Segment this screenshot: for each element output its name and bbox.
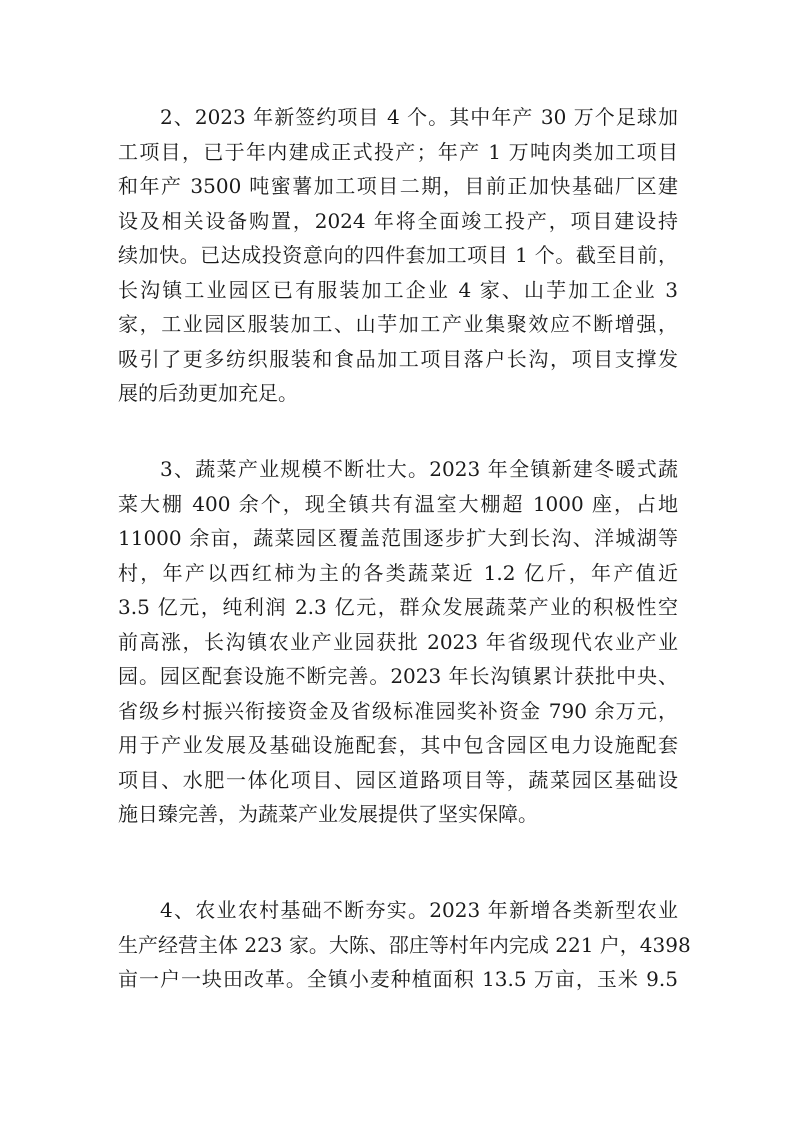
text-line: 续加快。已达成投资意向的四件套加工项目 1 个。截至目前， [118,243,678,267]
paragraph-agriculture-foundation [118,893,691,997]
text-line: 和年产 3500 吨蜜薯加工项目二期，目前正加快基础厂区建 [118,174,678,198]
text-line: 施日臻完善，为蔬菜产业发展提供了坚实保障。 [118,802,538,826]
text-line: 园。园区配套设施不断完善。2023 年长沟镇累计获批中央、 [118,664,678,688]
text-line: 省级乡村振兴衔接资金及省级标准园奖补资金 790 余万元， [118,698,678,723]
text-line: 展的后劲更加充足。 [118,381,298,405]
text-line: 前高涨，长沟镇农业产业园获批 2023 年省级现代农业产业 [118,629,678,654]
text-line: 菜大棚 400 余个，现全镇共有温室大棚超 1000 座，占地 [118,491,678,516]
text-line: 工项目，已于年内建成正式投产；年产 1 万吨肉类加工项目 [118,139,678,164]
text-line: 3、蔬菜产业规模不断壮大。2023 年全镇新建冬暖式蔬 [160,457,678,481]
text-line: 村，年产以西红柿为主的各类蔬菜近 1.2 亿斤，年产值近 [118,560,678,585]
paragraph-project-signing [118,100,678,411]
text-line: 亩一户一块田改革。全镇小麦种植面积 13.5 万亩，玉米 9.5 [118,967,678,991]
text-line: 吸引了更多纺织服装和食品加工项目落户长沟，项目支撑发 [118,346,678,371]
text-line: 生产经营主体 223 家。大陈、邵庄等村年内完成 221 户，4398 [118,932,691,957]
text-line: 项目、水肥一体化项目、园区道路项目等，蔬菜园区基础设 [118,767,678,792]
text-line: 11000 余亩，蔬菜园区覆盖范围逐步扩大到长沟、洋城湖等 [118,526,678,550]
text-line: 用于产业发展及基础设施配套，其中包含园区电力设施配套 [118,733,678,757]
text-line: 4、农业农村基础不断夯实。2023 年新增各类新型农业 [160,898,678,922]
text-line: 3.5 亿元，纯利润 2.3 亿元，群众发展蔬菜产业的积极性空 [118,595,678,619]
text-line: 家，工业园区服装加工、山芋加工产业集聚效应不断增强， [118,312,678,336]
text-line: 设及相关设备购置，2024 年将全面竣工投产，项目建设持 [118,208,678,233]
text-line: 2、2023 年新签约项目 4 个。其中年产 30 万个足球加 [160,105,678,129]
text-line: 长沟镇工业园区已有服装加工企业 4 家、山芋加工企业 3 [118,277,678,302]
paragraph-vegetable-industry [118,452,678,832]
